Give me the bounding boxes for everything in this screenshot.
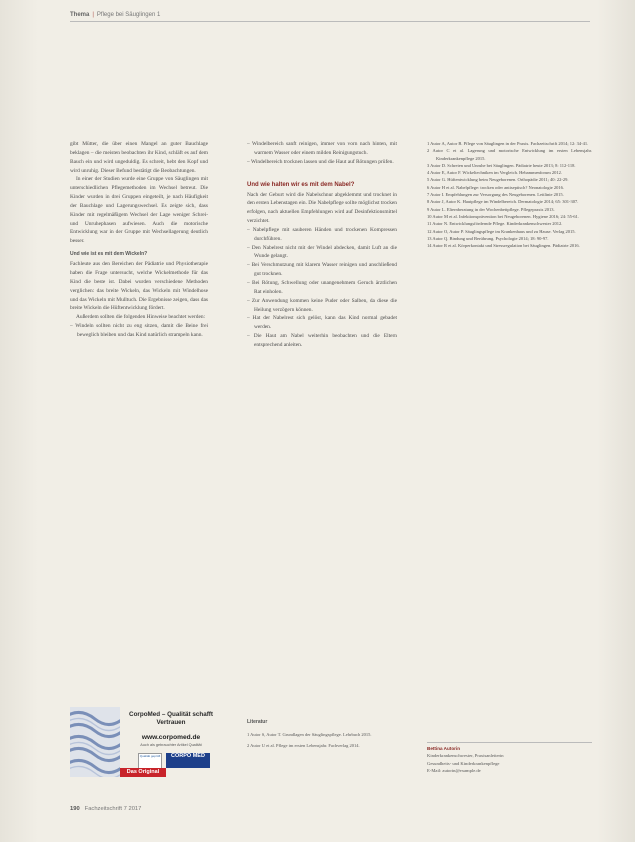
col1-bullet: – Windeln sollten nicht zu eng sitzen, damit die Beine frei beweglich bleiben und das Kind natürlich strampeln kann.	[70, 323, 208, 338]
col2-bullet: – Nabelpflege mit sauberen Händen und trockenen Kompressen durchführen.	[247, 226, 397, 242]
ad-original-label: Das Original	[120, 768, 166, 777]
col2-intro: Nach der Geburt wird die Nabelschnur abgeklemmt und trocknet in den ersten Lebenstagen ein. Die Nabelpflege sollte möglichst trocken erfolgen, nach aktuellen Empfehlungen wird auf Desinfektionsmittel verzichtet.	[247, 191, 397, 225]
page-number: 190	[70, 806, 80, 812]
header-divider	[70, 21, 590, 22]
literature-box	[247, 718, 397, 751]
col1-paragraph: In einer der Studien wurde eine Gruppe von Säuglingen mit unterschiedlichen Pflegemethoden im Wechsel betreut. Die Kinder wurden in drei Gruppen eingeteilt, je nach Häufigkeit der Bauchlage und Lagerungswechsel. Es zeigte sich, dass Kinder mit regelmäßigem Wechsel der Lage weniger Schrei- und Unruhephasen aufwiesen. Auch die motorische Entwicklung war in der Gruppe mit Wechsellagerung deutlich besser.	[70, 176, 208, 245]
literature-item: 2 Autor U et al. Pflege im ersten Lebensjahr. Fachverlag 2014.	[247, 743, 360, 749]
ad-url-link[interactable]: www.corpomed.de	[141, 734, 201, 741]
journal-name: Fachzeitschrift 7 2017	[84, 806, 142, 812]
col2-heading: Und wie halten wir es mit dem Nabel?	[247, 181, 355, 188]
quality-badge: Qualität geprüft	[138, 753, 162, 769]
rope-image	[70, 707, 120, 777]
running-header: Thema | Pflege bei Säuglingen 1	[70, 12, 161, 18]
literature-item: 1 Autor S, Autor T. Grundlagen der Säuglingspflege. Lehrbuch 2015.	[247, 731, 372, 737]
ad-headline: CorpoMed – Qualität schafft Vertrauen	[129, 711, 213, 726]
reference-item: 1 Autor A, Autor B. Pflege von Säuglingen in der Praxis. Fachzeitschrift 2014; 12: 34-41.	[427, 141, 589, 146]
col2-bullet: – Windelbereich sanft reinigen, immer von vorn nach hinten, mit warmem Wasser oder einem milden Reinigungstuch.	[247, 141, 397, 156]
reference-item: 3 Autor D. Schreien und Unruhe bei Säuglingen. Pädiatrie heute 2013; 8: 112-118.	[427, 162, 576, 168]
header-topic: Pflege bei Säuglingen 1	[96, 12, 161, 18]
reference-item: 2 Autor C et al. Lagerung und motorische Entwicklung im ersten Lebensjahr. Kinderkrankenpflege 2015.	[427, 148, 592, 161]
reference-item: 10 Autor M et al. Infektionsprävention bei Neugeborenen. Hygiene 2016; 24: 55-61.	[427, 213, 579, 219]
references-column	[427, 140, 592, 249]
column-1	[70, 140, 208, 340]
column-2	[247, 140, 397, 350]
reference-item: 4 Autor E, Autor F. Wickeltechniken im Vergleich. Hebammenforum 2012.	[427, 170, 563, 176]
col1-paragraph: Fachleute aus den Bereichen der Pädiatrie und Physiotherapie haben die Frage untersucht, welche Wickelmethode für das Kind die beste ist. Dabei wurden verschiedene Methoden verglichen: das breite Wickeln, das Wickeln mit Windelhose und das Wickeln mit Mulltuch. Die Ergebnisse zeigen, dass das breite Wickeln die Hüftentwicklung fördert.	[70, 261, 208, 312]
col1-paragraph: gibt Mütter, die über einen Mangel an guter Bauchlage beklagen – die meisten beobachten ihr Kind, schläft es auf dem Bauch ein und wird ungeduldig. Es schreit, hebt den Kopf und wird unruhig. Dieser Befund bestätigt die Beobachtungen.	[70, 141, 208, 174]
col2-bullet: – Windelbereich trocknen lassen und die Haut auf Rötungen prüfen.	[247, 158, 394, 165]
header-section: Thema	[70, 12, 90, 18]
author-line: Kinderkrankenschwester, Praxisanleiterin	[427, 753, 504, 759]
col2-bullet: – Die Haut am Nabel weiterhin beobachten und die Eltern entsprechend anleiten.	[247, 333, 397, 348]
col2-bullet: – Bei Rötung, Schwellung oder unangenehmem Geruch ärztlichen Rat einholen.	[247, 279, 397, 295]
reference-item: 14 Autor R et al. Körperkontakt und Stressregulation bei Säuglingen. Pädiatrie 2016.	[427, 243, 580, 249]
col1-subheading: Und wie ist es mit dem Wickeln?	[70, 251, 148, 258]
author-line: Gesundheits- und Kinderkrankenpflege	[427, 760, 500, 766]
literature-heading: Literatur	[247, 719, 268, 725]
reference-item: 11 Autor N. Entwicklungsfördernde Pflege. Kinderkrankenschwester 2012.	[427, 221, 563, 227]
reference-item: 5 Autor G. Hüftentwicklung beim Neugeborenen. Orthopädie 2011; 40: 22-29.	[427, 177, 569, 183]
corpomed-logo: CORPO MED	[166, 753, 210, 768]
col2-bullet: – Zur Anwendung kommen keine Puder oder Salben, da diese die Heilung verzögern können.	[247, 297, 397, 313]
reference-item: 6 Autor H et al. Nabelpflege: trocken oder antiseptisch? Neonatologie 2016.	[427, 184, 564, 190]
reference-item: 13 Autor Q. Bindung und Berührung. Psychologie 2014; 18: 90-97.	[427, 235, 549, 241]
corpomed-advertisement[interactable]	[70, 707, 220, 777]
page-footer	[70, 806, 141, 812]
col1-paragraph: Außerdem sollten die folgenden Hinweise beachtet werden:	[76, 314, 206, 321]
author-email[interactable]: E-Mail: autorin@example.de	[427, 768, 481, 774]
reference-item: 12 Autor O, Autor P. Säuglingspflege im Krankenhaus und zu Hause. Verlag 2015.	[427, 228, 576, 234]
col2-bullet: – Den Nabelrest nicht mit der Windel abdecken, damit Luft an die Wunde gelangt.	[247, 244, 397, 260]
col2-bullet: – Bei Verschmutzung mit klarem Wasser reinigen und anschließend gut trocknen.	[247, 262, 397, 278]
ad-note: Auch als gebrauchter Artikel Qualität	[140, 743, 202, 747]
author-box	[427, 742, 592, 775]
reference-item: 9 Autor L. Elternberatung in der Wochenbettpflege. Pflegepraxis 2013.	[427, 206, 555, 212]
col2-bullet: – Hat der Nabelrest sich gelöst, kann das Kind normal gebadet werden.	[247, 315, 397, 331]
author-name: Bettina Autorin	[427, 746, 461, 751]
reference-item: 8 Autor J, Autor K. Hautpflege im Windelbereich. Dermatologie 2014; 65: 301-307.	[427, 199, 579, 205]
reference-item: 7 Autor I. Empfehlungen zur Versorgung des Neugeborenen. Leitlinie 2015.	[427, 192, 564, 198]
